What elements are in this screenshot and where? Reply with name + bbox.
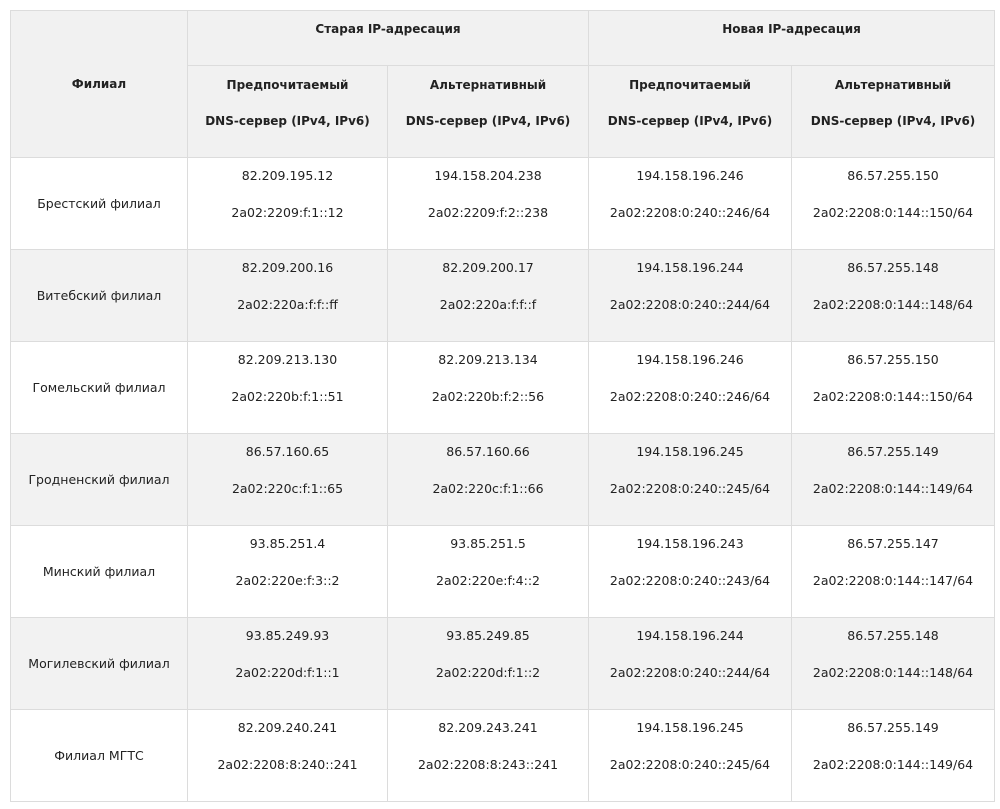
ipv6-address: 2a02:2208:0:144::148/64: [812, 297, 974, 312]
ipv6-address: 2a02:2209:f:2::238: [427, 205, 549, 220]
header-old-alternative: [388, 66, 589, 158]
ipv6-address: 2a02:2208:0:144::147/64: [812, 573, 974, 588]
table-row: [11, 710, 995, 802]
header-new-addressing: Новая IP-адресация: [589, 11, 995, 66]
ipv4-address: 194.158.196.244: [636, 628, 744, 643]
ipv4-address: 93.85.249.85: [446, 628, 530, 643]
dns-cell: [188, 158, 388, 250]
ipv6-address: 2a02:2208:0:144::149/64: [812, 481, 974, 496]
dns-cell: [188, 526, 388, 618]
ipv6-address: 2a02:2208:8:240::241: [217, 757, 358, 772]
dns-cell: [388, 618, 589, 710]
ipv4-address: 194.158.196.246: [636, 168, 744, 183]
dns-cell: [792, 342, 995, 434]
dns-cell: [188, 250, 388, 342]
ipv6-address: 2a02:2208:0:240::244/64: [609, 297, 771, 312]
ipv6-address: 2a02:2208:0:240::246/64: [609, 389, 771, 404]
ipv4-address: 82.209.200.16: [241, 260, 334, 275]
ipv6-address: 2a02:220c:f:1::65: [231, 481, 344, 496]
table-body: [11, 158, 995, 802]
header-line1: Альтернативный: [834, 78, 952, 92]
branch-name: Витебский филиал: [11, 250, 188, 342]
dns-cell: [589, 250, 792, 342]
branch-name: Брестский филиал: [11, 158, 188, 250]
table-header: [11, 11, 995, 158]
table-row: [11, 434, 995, 526]
ipv6-address: 2a02:220a:f:f::f: [439, 297, 537, 312]
table-row: [11, 158, 995, 250]
dns-cell: [188, 618, 388, 710]
ipv6-address: 2a02:220d:f:1::2: [435, 665, 541, 680]
dns-cell: [589, 618, 792, 710]
ipv6-address: 2a02:220e:f:3::2: [235, 573, 340, 588]
table-row: [11, 618, 995, 710]
branch-name: Гомельский филиал: [11, 342, 188, 434]
ipv4-address: 194.158.196.243: [636, 536, 744, 551]
dns-cell: [188, 434, 388, 526]
dns-cell: [388, 434, 589, 526]
ipv4-address: 86.57.255.149: [847, 444, 939, 459]
ipv4-address: 82.209.213.134: [438, 352, 538, 367]
ipv6-address: 2a02:2208:0:240::243/64: [609, 573, 771, 588]
header-old-preferred: [188, 66, 388, 158]
ipv6-address: 2a02:2208:0:144::150/64: [812, 389, 974, 404]
ipv4-address: 82.209.240.241: [237, 720, 338, 735]
ipv4-address: 82.209.200.17: [442, 260, 534, 275]
ipv6-address: 2a02:2208:0:240::245/64: [609, 757, 771, 772]
ipv6-address: 2a02:2208:0:240::246/64: [609, 205, 771, 220]
ipv4-address: 82.209.243.241: [438, 720, 538, 735]
ipv4-address: 194.158.196.246: [636, 352, 744, 367]
dns-cell: [188, 710, 388, 802]
dns-cell: [388, 526, 589, 618]
ipv6-address: 2a02:220d:f:1::1: [235, 665, 340, 680]
header-line1: Альтернативный: [429, 78, 547, 92]
ipv6-address: 2a02:220e:f:4::2: [436, 573, 540, 588]
ipv6-address: 2a02:2209:f:1::12: [231, 205, 344, 220]
header-old-addressing: Старая IP-адресация: [188, 11, 589, 66]
ipv6-address: 2a02:220b:f:2::56: [431, 389, 545, 404]
dns-cell: [589, 342, 792, 434]
dns-cell: [188, 342, 388, 434]
table-row: [11, 526, 995, 618]
branch-name: Минский филиал: [11, 526, 188, 618]
ipv4-address: 86.57.160.66: [446, 444, 530, 459]
ipv4-address: 86.57.255.149: [847, 720, 939, 735]
dns-servers-table: [10, 10, 995, 802]
ipv4-address: 194.158.196.245: [636, 720, 744, 735]
dns-cell: [388, 250, 589, 342]
dns-cell: [792, 158, 995, 250]
dns-cell: [388, 158, 589, 250]
dns-cell: [388, 710, 589, 802]
ipv4-address: 86.57.255.148: [847, 260, 939, 275]
header-new-alternative: [792, 66, 995, 158]
ipv6-address: 2a02:2208:0:144::150/64: [812, 205, 974, 220]
dns-cell: [589, 434, 792, 526]
ipv6-address: 2a02:220a:f:f::ff: [237, 297, 338, 312]
table-row: [11, 250, 995, 342]
branch-name: Гродненский филиал: [11, 434, 188, 526]
dns-cell: [589, 526, 792, 618]
header-line1: Предпочитаемый: [629, 78, 751, 92]
ipv6-address: 2a02:2208:0:240::244/64: [609, 665, 771, 680]
dns-cell: [589, 158, 792, 250]
header-row-groups: [11, 11, 995, 66]
ipv4-address: 82.209.213.130: [237, 352, 338, 367]
ipv4-address: 194.158.196.244: [636, 260, 744, 275]
header-line2: DNS-сервер (IPv4, IPv6): [607, 114, 773, 128]
header-line2: DNS-сервер (IPv4, IPv6): [405, 114, 571, 128]
dns-cell: [388, 342, 589, 434]
ipv6-address: 2a02:220c:f:1::66: [432, 481, 544, 496]
header-line1: Предпочитаемый: [226, 78, 349, 92]
table-row: [11, 342, 995, 434]
ipv6-address: 2a02:2208:0:240::245/64: [609, 481, 771, 496]
ipv6-address: 2a02:220b:f:1::51: [231, 389, 344, 404]
ipv6-address: 2a02:2208:0:144::148/64: [812, 665, 974, 680]
ipv4-address: 86.57.255.150: [847, 168, 939, 183]
ipv4-address: 93.85.251.4: [249, 536, 326, 551]
header-new-preferred: [589, 66, 792, 158]
ipv4-address: 194.158.196.245: [636, 444, 744, 459]
ipv4-address: 86.57.255.148: [847, 628, 939, 643]
dns-cell: [792, 710, 995, 802]
ipv4-address: 82.209.195.12: [241, 168, 334, 183]
ipv6-address: 2a02:2208:0:144::149/64: [812, 757, 974, 772]
dns-cell: [792, 526, 995, 618]
ipv4-address: 93.85.251.5: [450, 536, 526, 551]
ipv6-address: 2a02:2208:8:243::241: [417, 757, 559, 772]
ipv4-address: 86.57.255.147: [847, 536, 939, 551]
ipv4-address: 86.57.255.150: [847, 352, 939, 367]
header-line2: DNS-сервер (IPv4, IPv6): [205, 114, 370, 128]
dns-cell: [792, 618, 995, 710]
branch-name: Филиал МГТС: [11, 710, 188, 802]
dns-cell: [792, 434, 995, 526]
dns-cell: [792, 250, 995, 342]
ipv4-address: 86.57.160.65: [245, 444, 330, 459]
ipv4-address: 93.85.249.93: [245, 628, 330, 643]
header-branch: Филиал: [11, 11, 188, 158]
branch-name: Могилевский филиал: [11, 618, 188, 710]
header-line2: DNS-сервер (IPv4, IPv6): [810, 114, 976, 128]
ipv4-address: 194.158.204.238: [434, 168, 542, 183]
dns-cell: [589, 710, 792, 802]
